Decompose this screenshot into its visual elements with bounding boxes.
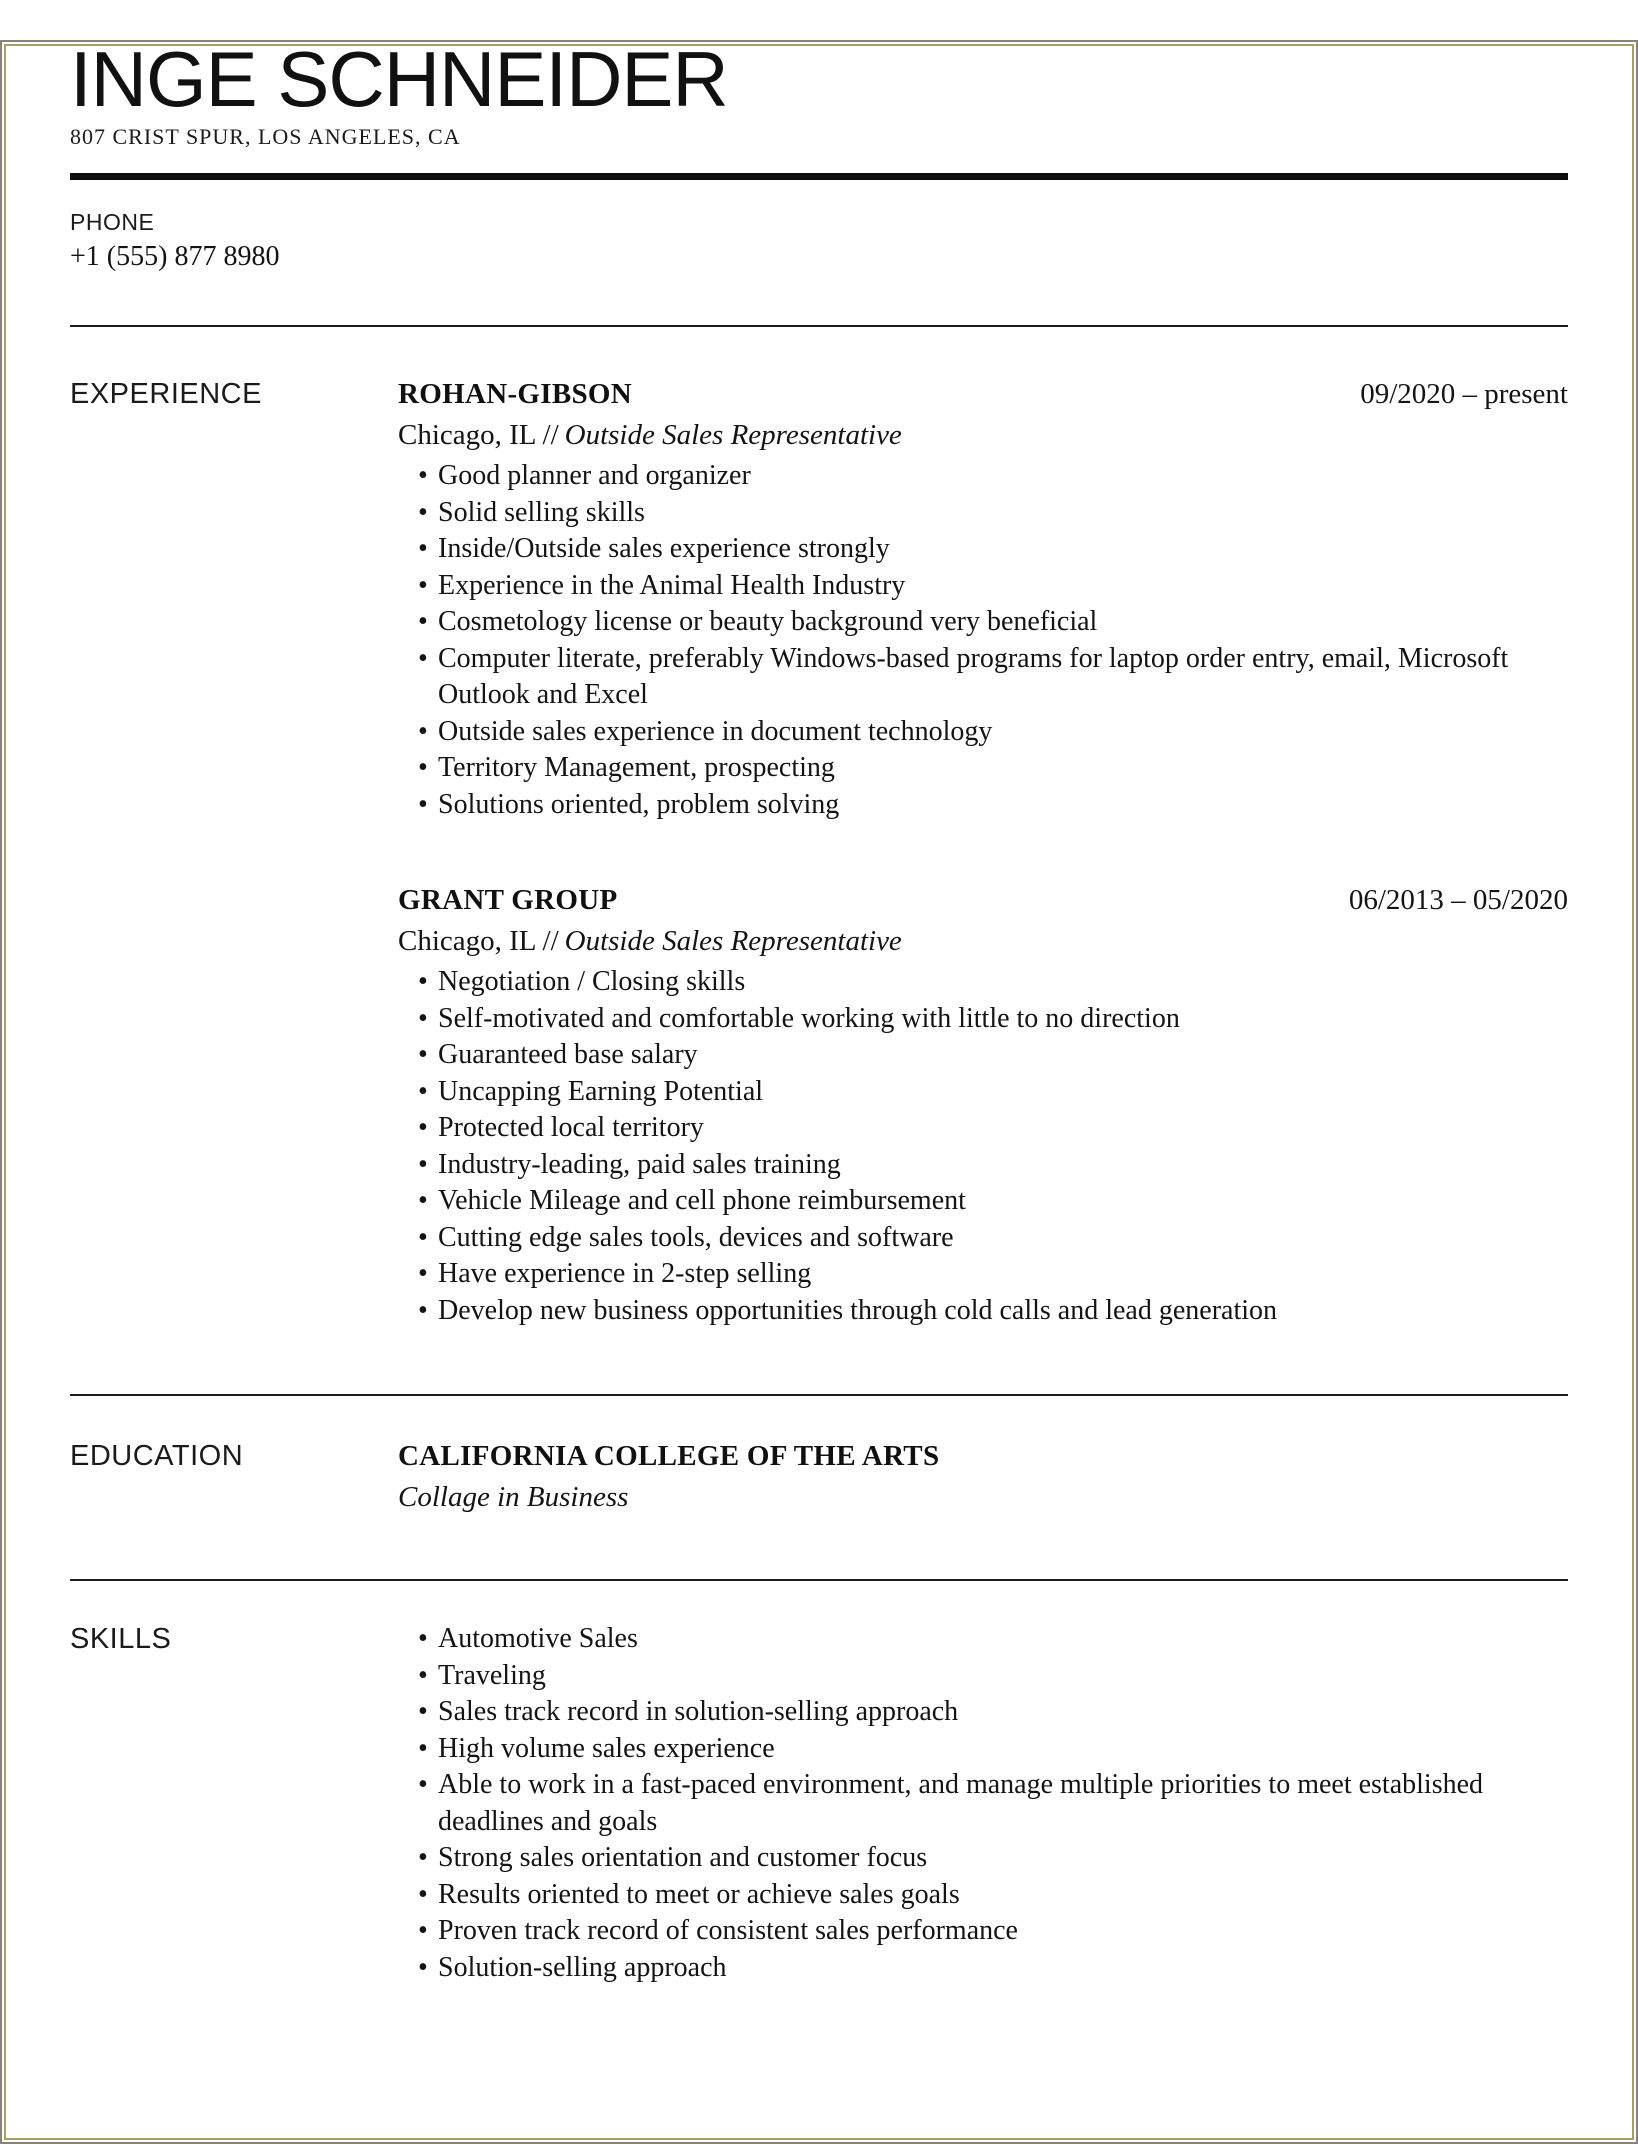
experience-content — [398, 376, 1568, 1329]
phone-label: PHONE — [70, 209, 155, 235]
bullet-item: • Solid selling skills — [398, 495, 1568, 532]
company-name: ROHAN-GIBSON — [398, 378, 633, 410]
job-entry — [398, 376, 1568, 823]
job-bullet-list — [398, 964, 1568, 1329]
bullet-item: • Cosmetology license or beauty background very beneficial — [398, 604, 1568, 641]
job-subtitle — [398, 417, 1568, 453]
education-section — [70, 1438, 1568, 1515]
bullet-item: • Automotive Sales — [398, 1621, 1568, 1658]
bullet-item: • Able to work in a fast-paced environment, and manage multiple priorities to meet established deadlines and goals — [398, 1767, 1568, 1840]
bullet-item: • Cutting edge sales tools, devices and software — [398, 1220, 1568, 1257]
job-bullet-list — [398, 458, 1568, 823]
education-section-label: EDUCATION — [70, 1440, 244, 1472]
bullet-item: • Sales track record in solution-selling approach — [398, 1694, 1568, 1731]
bullet-item: • Guaranteed base salary — [398, 1037, 1568, 1074]
job-location: Chicago, IL — [398, 925, 537, 957]
job-separator: // — [542, 925, 559, 957]
job-entry — [398, 882, 1568, 1329]
bullet-item: • Industry-leading, paid sales training — [398, 1147, 1568, 1184]
job-separator: // — [542, 419, 559, 451]
bullet-item: • Outside sales experience in document technology — [398, 714, 1568, 751]
bullet-item: • High volume sales experience — [398, 1731, 1568, 1768]
bullet-item: • Develop new business opportunities through cold calls and lead generation — [398, 1293, 1568, 1330]
bullet-item: • Strong sales orientation and customer focus — [398, 1840, 1568, 1877]
experience-section-label: EXPERIENCE — [70, 378, 262, 410]
bullet-item: • Traveling — [398, 1658, 1568, 1695]
job-heading-row — [398, 376, 1568, 412]
section-divider — [70, 1579, 1568, 1581]
bullet-item: • Territory Management, prospecting — [398, 750, 1568, 787]
job-heading-row — [398, 882, 1568, 918]
bullet-item: • Computer literate, preferably Windows-based programs for laptop order entry, email, Microsoft Outlook and Excel — [398, 641, 1568, 714]
job-subtitle — [398, 923, 1568, 959]
job-title: Outside Sales Representative — [564, 925, 902, 957]
school-name: CALIFORNIA COLLEGE OF THE ARTS — [398, 1440, 940, 1472]
section-divider — [70, 1394, 1568, 1396]
bullet-item: • Vehicle Mileage and cell phone reimbursement — [398, 1183, 1568, 1220]
bullet-item: • Proven track record of consistent sales performance — [398, 1913, 1568, 1950]
job-dates: 06/2013 – 05/2020 — [1348, 884, 1568, 916]
job-location: Chicago, IL — [398, 419, 537, 451]
bullet-item: • Uncapping Earning Potential — [398, 1074, 1568, 1111]
bullet-item: • Inside/Outside sales experience strongly — [398, 531, 1568, 568]
job-title: Outside Sales Representative — [564, 419, 902, 451]
experience-section — [70, 376, 1568, 1329]
bullet-item: • Solution-selling approach — [398, 1950, 1568, 1987]
section-divider — [70, 325, 1568, 327]
header-thick-divider — [70, 173, 1568, 180]
bullet-item: • Protected local territory — [398, 1110, 1568, 1147]
bullet-item: • Solutions oriented, problem solving — [398, 787, 1568, 824]
company-name: GRANT GROUP — [398, 884, 618, 916]
person-name: INGE SCHNEIDER — [70, 35, 728, 123]
resume-page — [0, 35, 1638, 1986]
bullet-item: • Self-motivated and comfortable working with little to no direction — [398, 1001, 1568, 1038]
skills-content — [398, 1621, 1568, 1986]
bullet-item: • Negotiation / Closing skills — [398, 964, 1568, 1001]
bullet-item: • Results oriented to meet or achieve sales goals — [398, 1877, 1568, 1914]
job-dates: 09/2020 – present — [1360, 378, 1568, 410]
bullet-item: • Have experience in 2-step selling — [398, 1256, 1568, 1293]
skills-section — [70, 1621, 1568, 1986]
bullet-item: • Good planner and organizer — [398, 458, 1568, 495]
degree-name: Collage in Business — [398, 1481, 629, 1513]
education-content — [398, 1438, 1568, 1515]
phone-value: +1 (555) 877 8980 — [70, 241, 280, 272]
skills-bullet-list — [398, 1621, 1568, 1986]
bullet-item: • Experience in the Animal Health Industry — [398, 568, 1568, 605]
skills-section-label: SKILLS — [70, 1623, 172, 1655]
person-address: 807 CRIST SPUR, LOS ANGELES, CA — [70, 124, 461, 149]
